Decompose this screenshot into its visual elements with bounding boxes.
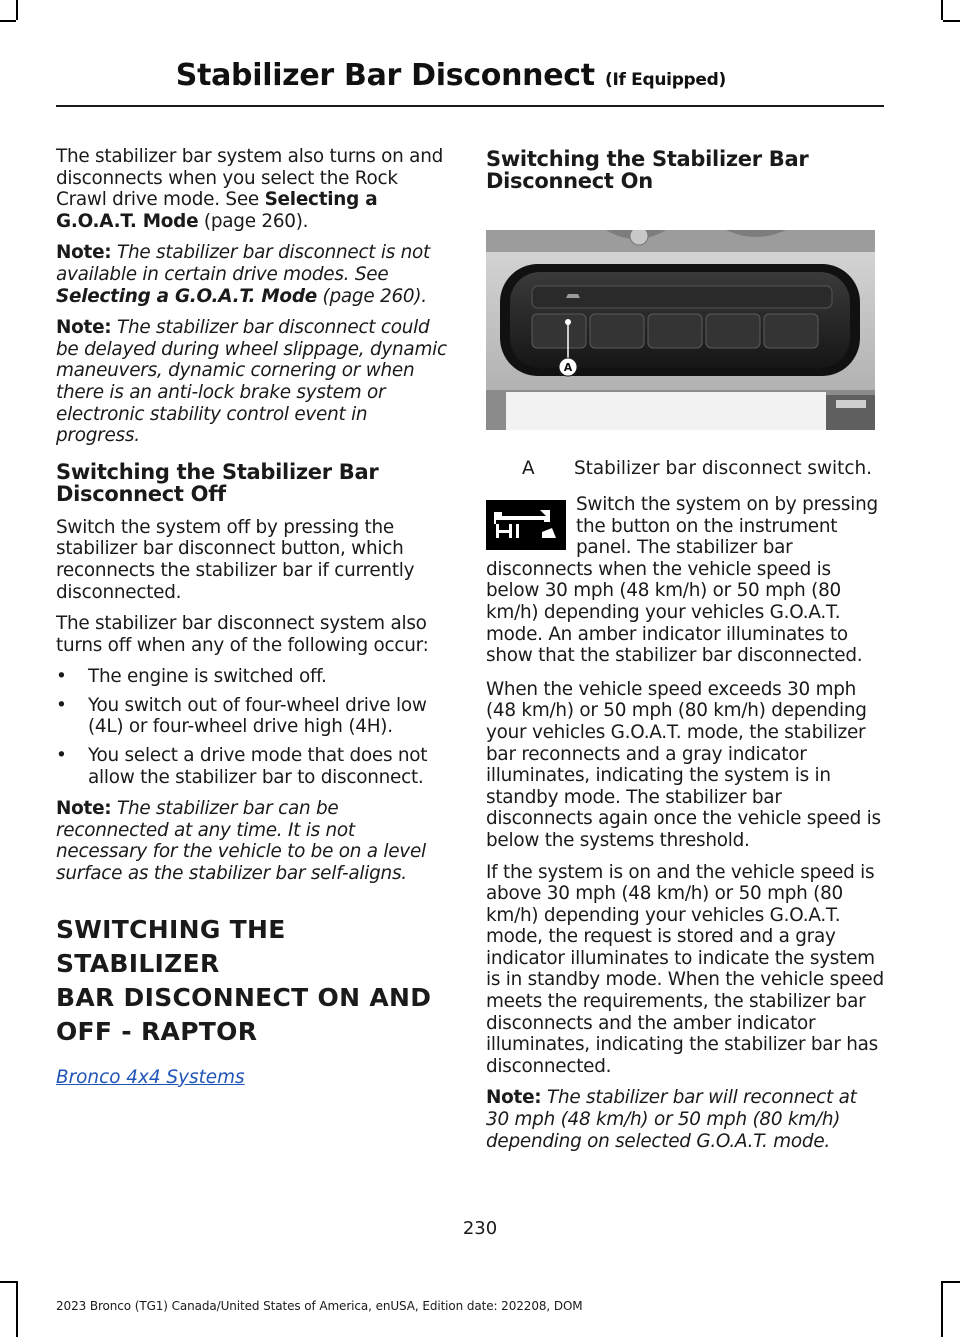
note-paragraph [56,242,448,307]
section-heading-line: OFF - RAPTOR [56,1016,258,1046]
list-item [56,666,448,688]
crop-mark [943,1281,960,1283]
crop-mark [941,0,943,20]
header-rule [56,105,884,107]
crop-mark [941,1281,943,1337]
list-item-text: You switch out of four-wheel drive low (4L) or four-wheel drive high (4H). [88,694,427,738]
right-column [486,146,884,1162]
page-reference: (page 260). [316,285,427,307]
note-text: The stabilizer bar disconnect is not available in certain drive modes. See [56,242,431,285]
intro-text: The stabilizer bar system also turns on and disconnects when you select the Rock Crawl drive mode. See [56,146,444,211]
bronco-4x4-systems-link[interactable]: Bronco 4x4 Systems [56,1066,245,1088]
page-title [176,58,726,93]
bullet: • [56,745,67,767]
left-column [56,146,448,1088]
note-label: Note: [56,798,112,820]
note-label: Note: [56,317,112,339]
note-label: Note: [56,242,112,264]
list-item [56,745,448,788]
instrument-panel-illustration [486,230,875,430]
section-heading-line: BAR DISCONNECT ON AND [56,982,432,1012]
note-paragraph [56,798,448,884]
crop-mark [943,20,960,22]
body-paragraph: Switch the system on by pressing the button on the instrument panel. The stabilizer bar disconnects when the vehicle speed is below 30 mph (48 km/h) or 50 mph (80 km/h) depending your vehicles G.O.A.T. mode. An amber indicator illuminates to show that the stabilizer bar disconnected. [486,494,878,667]
page-title-subtitle: (If Equipped) [604,70,726,90]
crop-mark [16,0,18,20]
footer-edition: 2023 Bronco (TG1) Canada/United States of America, enUSA, Edition date: 202208, DOM [56,1299,583,1313]
page-reference: (page 260). [198,210,309,232]
list-item-text: You select a drive mode that does not allow the stabilizer bar to disconnect. [88,745,428,788]
note-text: The stabilizer bar will reconnect at 30 mph (48 km/h) or 50 mph (80 km/h) depending on selected G.O.A.T. mode. [486,1087,857,1152]
note-text: The stabilizer bar disconnect could be delayed during wheel slippage, dynamic maneuvers, dynamic cornering or when there is an anti-lock brake system or electronic stability control event in progress. [56,317,447,447]
cross-reference-link[interactable]: Selecting a G.O.A.T. Mode [56,285,317,307]
body-paragraph: When the vehicle speed exceeds 30 mph (48 km/h) or 50 mph (80 km/h) depending your vehicles G.O.A.T. mode, the stabilizer bar reconnects and a gray indicator illuminates, indicating the system is in standby mode. The stabilizer bar disconnects again once the vehicle speed is below the systems threshold. [486,678,881,851]
list-item [56,695,448,738]
caption-letter: A [522,458,535,479]
bullet: • [56,694,67,716]
section-heading [56,913,448,1049]
body-paragraph: If the system is on and the vehicle speed is above 30 mph (48 km/h) or 50 mph (80 km/h) depending your vehicles G.O.A.T. mode, the request is stored and a gray indicator illuminates to indicate the system is in standby mode. When the vehicle speed meets the requirements, the stabilizer bar disconnects and the amber indicator illuminates, indicating the stabilizer bar has disconnected. [486,861,884,1077]
figure-callout: A [563,361,573,374]
note-paragraph [56,317,448,447]
figure-caption [486,458,884,488]
heading-switching-off: Switching the Stabilizer Bar Disconnect Off [56,459,379,506]
note-text: The stabilizer bar can be reconnected at any time. It is not necessary for the vehicle to be on a level surface as the stabilizer bar self-aligns. [56,798,426,885]
instrument-panel-figure [486,230,875,430]
bullet: • [56,666,67,688]
stabilizer-bar-disconnect-icon [486,500,566,550]
section-heading-line: SWITCHING THE STABILIZER [56,914,286,978]
body-paragraph: Switch the system off by pressing the stabilizer bar disconnect button, which reconnects the stabilizer bar if currently disconnected. [56,516,415,603]
intro-paragraph [56,146,448,232]
stabilizer-bar-icon [486,500,566,550]
list-item-text: The engine is switched off. [88,666,327,688]
body-paragraph: The stabilizer bar disconnect system also turns off when any of the following occur: [56,613,429,656]
note-paragraph [486,1087,884,1152]
crop-mark [16,1281,18,1337]
heading-switching-on: Switching the Stabilizer Bar Disconnect On [486,147,809,193]
caption-text: Stabilizer bar disconnect switch. [574,458,872,479]
icon-paragraph [486,494,884,667]
cross-reference-link[interactable]: Selecting a G.O.A.T. Mode [56,189,378,232]
page-number: 230 [462,1218,498,1239]
conditions-list [56,666,448,788]
crop-mark [0,20,16,22]
crop-mark [0,1281,16,1283]
page-title-text: Stabilizer Bar Disconnect [175,58,595,93]
note-label: Note: [486,1087,542,1109]
